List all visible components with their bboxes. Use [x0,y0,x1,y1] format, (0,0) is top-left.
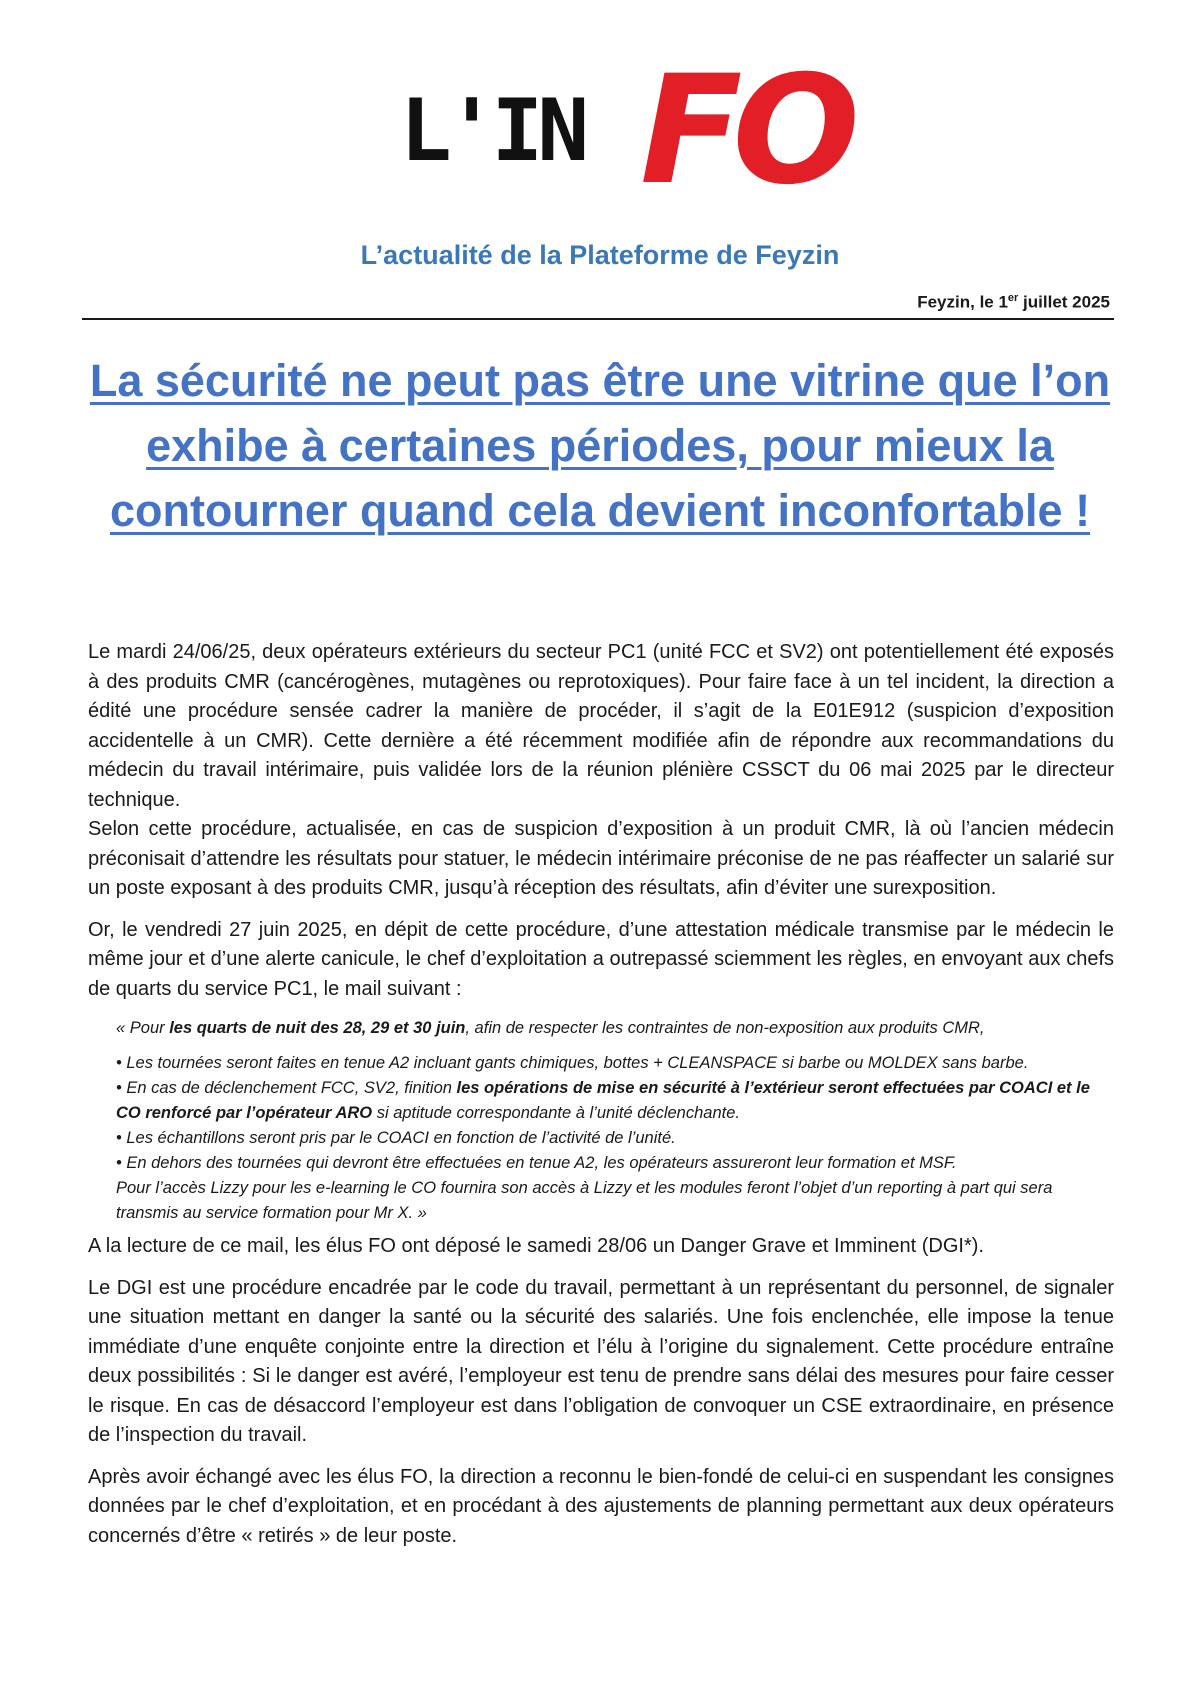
paragraph-2: Selon cette procédure, actualisée, en cas de suspicion d’exposition à un produit CMR, là où l’ancien médecin préconisait d’attendre les résultats pour statuer, le médecin intérimaire préconise de ne pas réaffecter un salarié sur un poste exposant à des produits CMR, jusqu’à réception des résultats, afin d’éviter une surexposition. [88,818,1114,899]
paragraph-4: A la lecture de ce mail, les élus FO ont déposé le samedi 28/06 un Danger Grave et Imminent (DGI*). [88,1235,984,1257]
paragraph-1: Le mardi 24/06/25, deux opérateurs extérieurs du secteur PC1 (unité FCC et SV2) ont potentiellement été exposés à des produits CMR (cancérogènes, mutagènes ou reprotoxiques). Pour faire face à un tel incident, la direction a édité une procédure sensée cadrer la manière de procéder, il s’agit de la E01E912 (suspicion d’exposition accidentelle à un CMR). Cette dernière a été récemment modifiée afin de répondre aux recommandations du médecin du travail intérimaire, puis validée lors de la réunion plénière CSSCT du 06 mai 2025 par le directeur technique. [88,641,1114,811]
date-prefix: Feyzin, le 1 [917,292,1008,312]
headline [80,348,1120,543]
quote-line-2: • Les tournées seront faites en tenue A2 incluant gants chimiques, bottes + CLEANSPACE si barbe ou MOLDEX sans barbe. [116,1054,1029,1072]
paragraph-6: Après avoir échangé avec les élus FO, la direction a reconnu le bien-fondé de celui-ci en suspendant les consignes données par le chef d’exploitation, et en procédant à des ajustements de planning permettant aux deux opérateurs concernés d’être « retirés » de leur poste. [88,1465,1114,1547]
quote-line-1-a: « Pour [116,1019,170,1037]
logo-left-text: L'IN [400,81,584,181]
headline-text: La sécurité ne peut pas être une vitrine que l’on exhibe à certaines périodes, pour mieux la contourner quand cela devient inconfortable ! [89,355,1111,536]
article-body [88,638,1114,1563]
logo [0,44,1200,218]
email-quote [116,1016,1114,1226]
subtitle: L’actualité de la Plateforme de Feyzin [360,240,840,270]
date-suffix: juillet 2025 [1018,292,1110,312]
quote-line-1 [116,1016,1114,1041]
date-sup: er [1007,292,1019,304]
quote-line-3-c: si aptitude correspondante à l’unité déclenchante. [372,1104,740,1122]
date [917,292,1110,313]
quote-line-3-b: les opérations de mise en sécurité à l’extérieur seront effectuées par COACI et le CO renforcé par l’opérateur ARO [116,1079,1090,1122]
paragraph-3: Or, le vendredi 27 juin 2025, en dépit de cette procédure, d’une attestation médicale transmise par le médecin le même jour et d’une alerte canicule, le chef d’exploitation a outrepassé sciemment les règles, en envoyant aux chefs de quarts du service PC1, le mail suivant : [88,918,1114,1000]
paragraph-5: Le DGI est une procédure encadrée par le code du travail, permettant à un représentant du personnel, de signaler une situation mettant en danger la santé ou la sécurité des salariés. Une fois enclenchée, elle impose la tenue immédiate d’une enquête conjointe entre la direction et l’élu à l’origine du signalement. Cette procédure entraîne deux possibilités : Si le danger est avéré, l’employeur est tenu de prendre sans délai des mesures pour faire cesser le risque. En cas de désaccord l’employeur est dans l’obligation de convoquer un CSE extraordinaire, en présence de l’inspection du travail. [88,1276,1114,1446]
logo-right-text: FO [640,44,850,218]
divider [82,318,1114,320]
quote-line-4: • Les échantillons seront pris par le COACI en fonction de l’activité de l’unité. [116,1129,676,1147]
quote-line-5: • En dehors des tournées qui devront être effectuées en tenue A2, les opérateurs assureront leur formation et MSF. [116,1154,957,1172]
quote-line-1-b: les quarts de nuit des 28, 29 et 30 juin [169,1019,466,1037]
linfo-logo [390,44,850,218]
quote-line-6: Pour l’accès Lizzy pour les e-learning le CO fournira son accès à Lizzy et les modules feront l’objet d’un reporting à part qui sera transmis au service formation pour Mr X. » [116,1179,1053,1222]
quote-line-3-a: • En cas de déclenchement FCC, SV2, finition [116,1079,457,1097]
quote-line-1-c: , afin de respecter les contraintes de non-exposition aux produits CMR, [465,1019,985,1037]
quote-line-3 [116,1076,1114,1126]
